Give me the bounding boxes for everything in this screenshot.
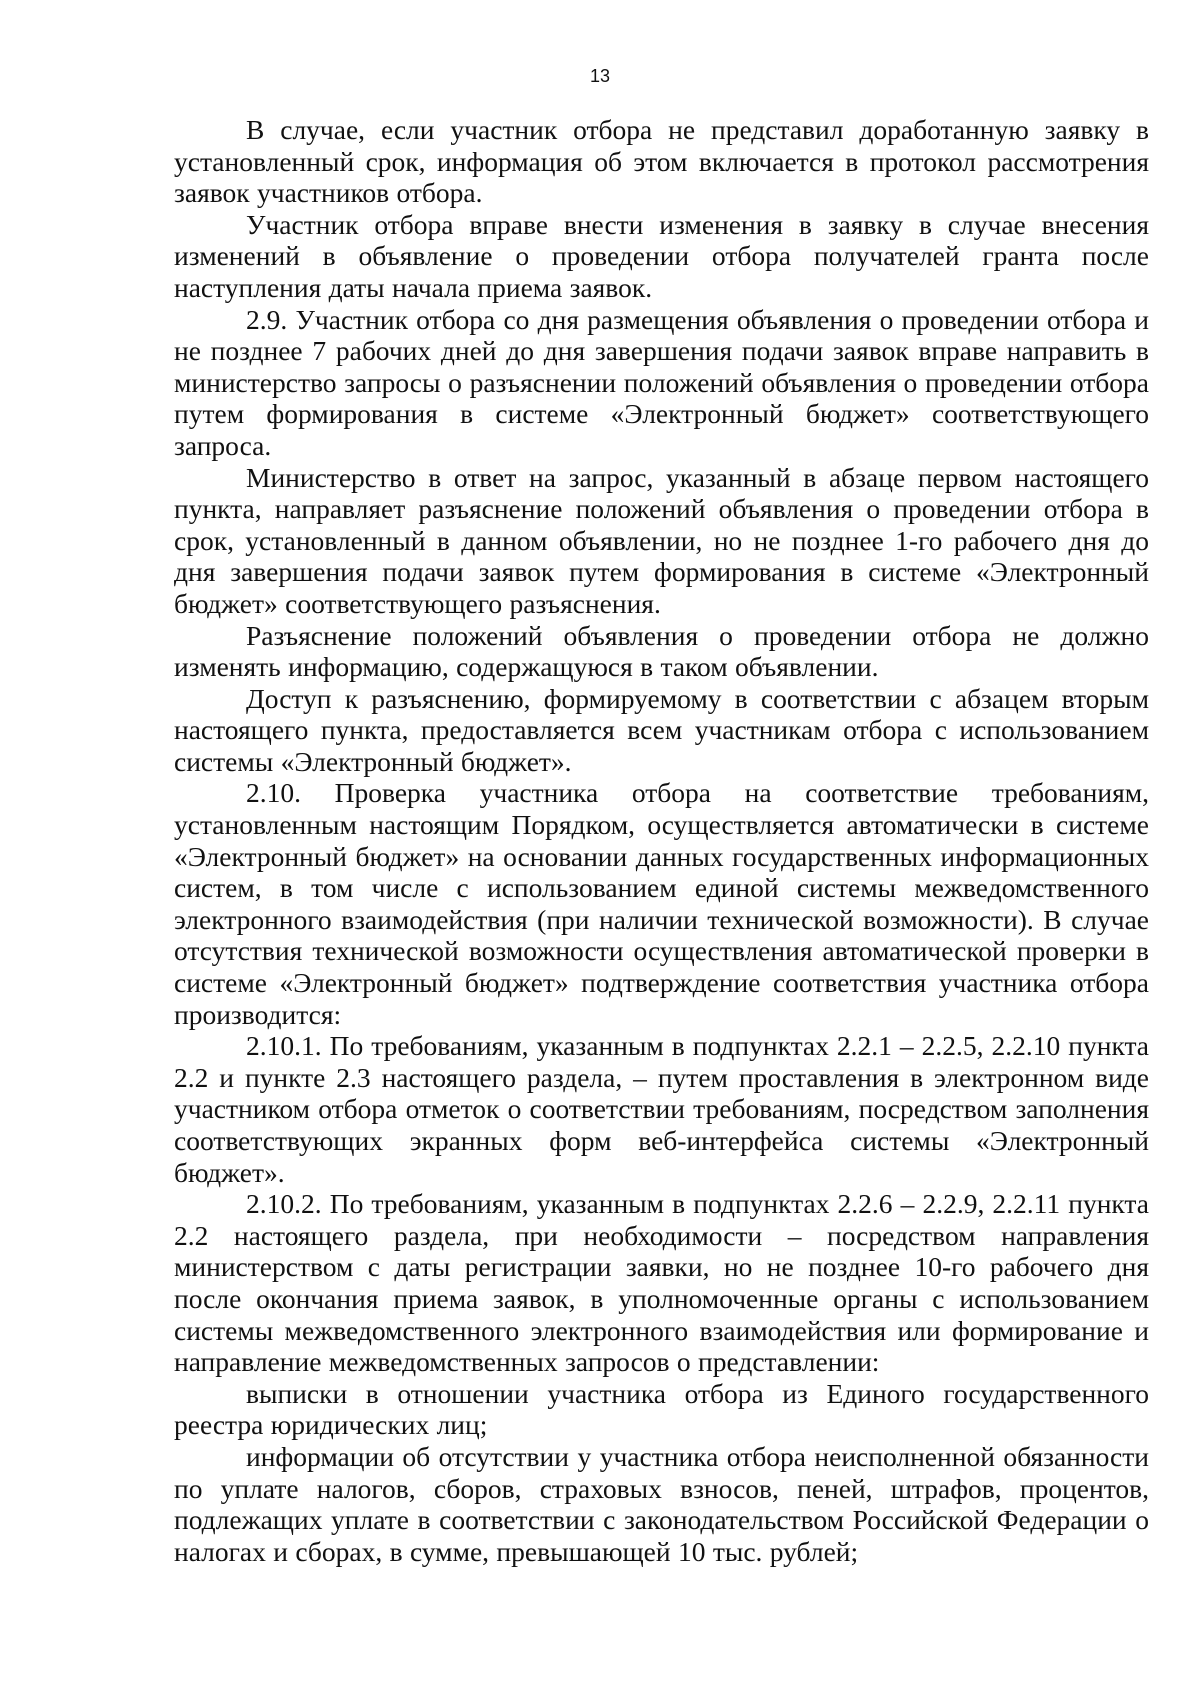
paragraph: Министерство в ответ на запрос, указанный в абзаце первом настоящего пункта, направляет разъяснение положений объявления о проведении отбора в срок, установленный в данном объявлении, но не позднее 1-го рабочего дня до дня завершения подачи заявок путем формирования в системе «Электронный бюджет» соответствующего разъяснения. <box>174 461 1149 619</box>
paragraph: 2.9. Участник отбора со дня размещения объявления о проведении отбора и не позднее 7 рабочих дней до дня завершения подачи заявок вправе направить в министерство запросы о разъяснении положений объявления о проведении отбора путем формирования в системе «Электронный бюджет» соответствующего запроса. <box>174 303 1149 461</box>
page-number: 13 <box>589 66 611 86</box>
paragraph: Участник отбора вправе внести изменения в заявку в случае внесения изменений в объявление о проведении отбора получателей гранта после наступления даты начала приема заявок. <box>174 208 1149 303</box>
paragraph: В случае, если участник отбора не представил доработанную заявку в установленный срок, информация об этом включается в протокол рассмотрения заявок участников отбора. <box>174 114 1149 209</box>
paragraph: 2.10. Проверка участника отбора на соответствие требованиям, установленным настоящим Порядком, осуществляется автоматически в системе «Электронный бюджет» на основании данных государственных информационных систем, в том числе с использованием единой системы межведомственного электронного взаимодействия (при наличии технической возможности). В случае отсутствия технической возможности осуществления автоматической проверки в системе «Электронный бюджет» подтверждение соответствия участника отбора производится: <box>174 777 1149 1030</box>
paragraph: 2.10.1. По требованиям, указанным в подпунктах 2.2.1 – 2.2.5, 2.2.10 пункта 2.2 и пункте 2.3 настоящего раздела, – путем проставления в электронном виде участником отбора отметок о соответствии требованиям, посредством заполнения соответствующих экранных форм веб-интерфейса системы «Электронный бюджет». <box>174 1030 1149 1188</box>
paragraph: Доступ к разъяснению, формируемому в соответствии с абзацем вторым настоящего пункта, предоставляется всем участникам отбора с использованием системы «Электронный бюджет». <box>174 682 1149 777</box>
paragraph: Разъяснение положений объявления о проведении отбора не должно изменять информацию, содержащуюся в таком объявлении. <box>174 619 1149 683</box>
document-body <box>174 114 1149 1567</box>
paragraph: 2.10.2. По требованиям, указанным в подпунктах 2.2.6 – 2.2.9, 2.2.11 пункта 2.2 настоящего раздела, при необходимости – посредством направления министерством с даты регистрации заявки, но не позднее 10-го рабочего дня после окончания приема заявок, в уполномоченные органы с использованием системы межведомственного электронного взаимодействия или формирование и направление межведомственных запросов о представлении: <box>174 1188 1149 1378</box>
paragraph: выписки в отношении участника отбора из Единого государственного реестра юридических лиц; <box>174 1377 1149 1441</box>
paragraph: информации об отсутствии у участника отбора неисполненной обязанности по уплате налогов, сборов, страховых взносов, пеней, штрафов, процентов, подлежащих уплате в соответствии с законодательством Российской Федерации о налогах и сборах, в сумме, превышающей 10 тыс. рублей; <box>174 1440 1149 1567</box>
